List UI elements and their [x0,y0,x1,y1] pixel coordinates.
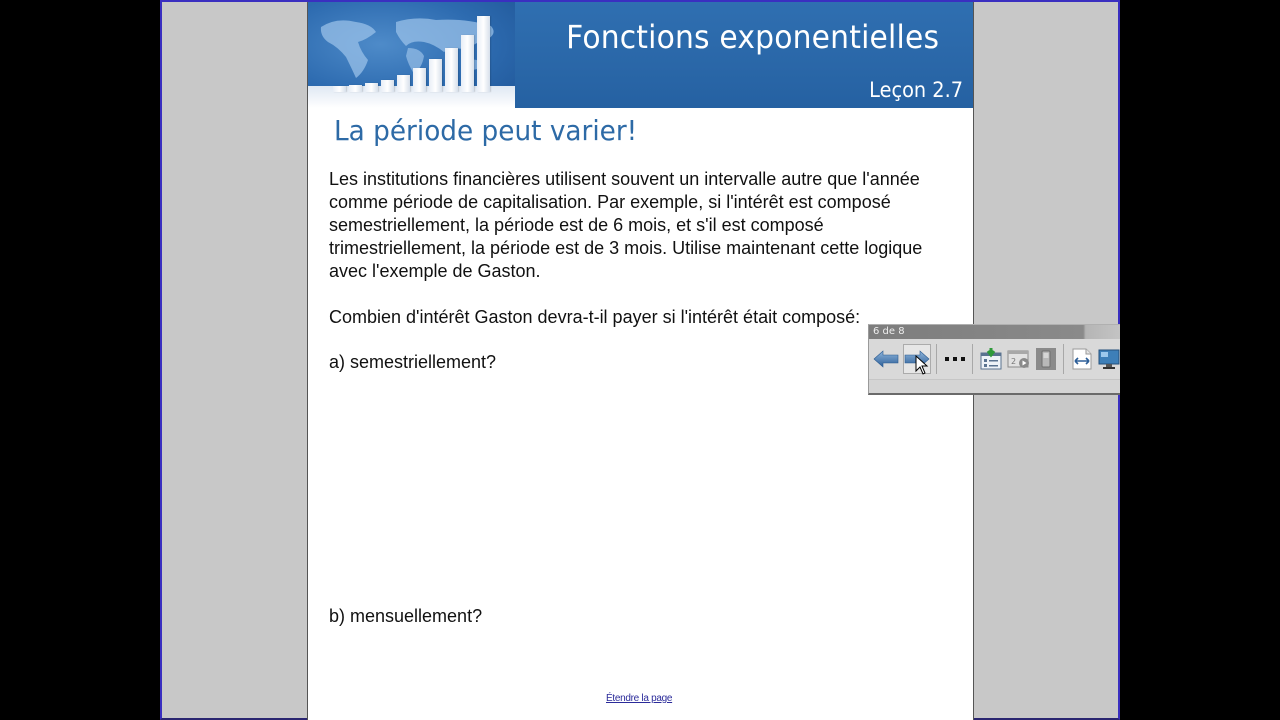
header-banner [308,2,973,108]
page-insert-icon [980,348,1002,370]
chart-bar [477,16,490,92]
world-chart-image [308,2,515,108]
chart-bar [381,80,394,92]
next-page-button[interactable] [903,344,931,374]
chart-bar [365,83,378,92]
chart-bar [445,48,458,92]
arrow-left-icon [873,350,899,368]
display-button[interactable] [1097,344,1120,374]
question-part-a: a) semestriellement? [329,352,497,372]
toolbar-buttons [869,341,1120,377]
course-title: Fonctions exponentielles [565,18,939,56]
chart-bar [413,68,426,92]
fit-width-button[interactable] [1070,344,1094,374]
question-text: Combien d'intérêt Gaston devra-t-il payer si l'intérêt était composé: [329,307,861,327]
expand-page-link[interactable]: Étendre la page [606,693,673,704]
more-options-button[interactable] [943,344,967,374]
toolbar-separator [936,344,937,374]
toolbar-footer [869,379,1120,393]
section-title: La période peut varier! [334,114,638,147]
chart-bar [397,75,410,92]
svg-text:2: 2 [1010,357,1016,366]
chart-bar [461,35,474,92]
page-counter: 6 de 8 [873,326,905,337]
mobile-device-icon [1036,348,1056,370]
toolbar-separator [1063,344,1064,374]
arrow-right-icon [904,350,930,368]
chart-bar [349,85,362,92]
navigation-toolbar[interactable] [868,324,1120,395]
device-button[interactable] [1035,344,1059,374]
monitor-icon [1098,348,1120,370]
fit-width-icon [1072,348,1092,370]
toolbar-drag-handle[interactable] [869,325,1120,339]
chart-bar [333,86,346,92]
question-part-b: b) mensuellement? [329,606,483,626]
toolbar-separator [972,344,973,374]
ellipsis-icon [944,355,966,363]
lesson-number: Leçon 2.7 [869,78,963,102]
insert-page-button[interactable] [979,344,1003,374]
body-paragraph: Les institutions financières utilisent souvent un intervalle autre que l'année comme période de capitalisation. Par exemple, si l'intérêt est composé semestriellement, la période est de 6 mois, et s'il est composé trimestriellement, la période est de 3 mois. Utilise maintenant cette logique avec l'exemple de Gaston. [329,169,923,281]
chart-bar [429,59,442,92]
media-player-button[interactable] [1006,344,1032,374]
previous-page-button[interactable] [872,344,900,374]
media-icon [1007,349,1031,369]
